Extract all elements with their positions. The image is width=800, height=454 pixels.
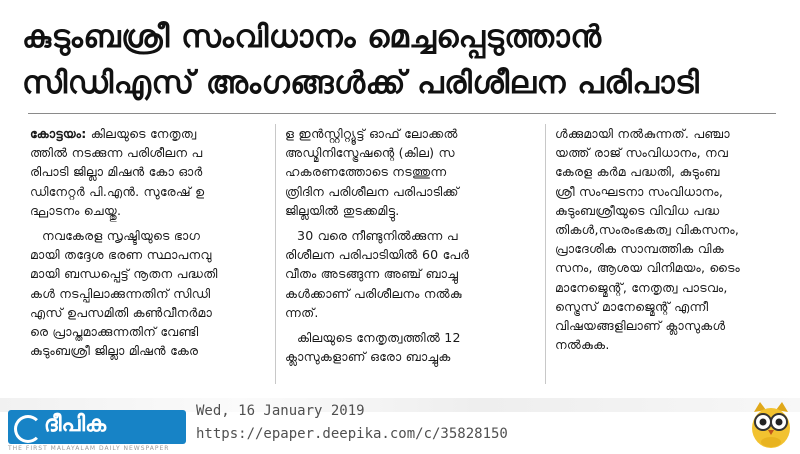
text-line: അഡ്മിനിസ്ട്രേഷന്റെ (കില) സ: [285, 145, 455, 161]
text-line: നവകേരള സൃഷ്ടിയുടെ ഭാഗ: [42, 228, 201, 244]
text-line: യത്ത് രാജ് സംവിധാനം, നവ: [555, 145, 729, 161]
text-line: ശ്രീ സംഘടനാ സംവിധാനം,: [555, 183, 724, 199]
text-line: ക്ലാസുകളാണ് ഒരോ ബാച്ചുക: [285, 349, 451, 365]
text-line: സ്ട്രെസ് മാനേജ്മെന്റ് എന്നീ: [555, 298, 709, 314]
owl-mascot-icon: [748, 398, 794, 450]
text-line: കിലയുടെ നേതൃത്വത്തിൽ 12: [297, 330, 461, 346]
text-line: 30 വരെ നീണ്ടുനിൽക്കുന്ന പ: [297, 228, 458, 244]
column1-first-text: കിലയുടെ നേതൃത്വ: [86, 126, 197, 141]
text-line: ന്നത്.: [285, 304, 319, 320]
text-line: ദ്ഘാടനം ചെയ്തു.: [30, 202, 122, 218]
headline-line-1: കുടുംബശ്രീ സംവിധാനം മെച്ചപ്പെടുത്താൻ: [22, 19, 602, 55]
text-line: പ്രാദേശിക സാമ്പത്തിക വിക: [555, 241, 724, 257]
column-separator: [275, 124, 276, 384]
text-line: ഡിനേറ്റർ പി.എൻ. സുരേഷ് ഉ: [30, 183, 205, 199]
article-column-3: [555, 124, 785, 360]
text-line: കേരള കർമ പദ്ധതി, കുടുംബ: [555, 164, 720, 180]
text-line: ള ഇൻസ്റ്റിറ്റ്യൂട്ട് ഓഫ് ലോക്കൽ: [285, 126, 458, 141]
text-line: വീതം അടങ്ങുന്ന അഞ്ച് ബാച്ചു: [285, 266, 459, 282]
text-line: കുടുംബശ്രീ ജില്ലാ മിഷൻ കേര: [30, 343, 199, 359]
text-line: രിശീലന പരിപാടിയിൽ 60 പേർ: [285, 247, 470, 263]
article-column-1: [30, 124, 268, 366]
text-line: ൾക്കുമായി നൽകുന്നത്. പഞ്ചാ: [555, 126, 730, 141]
logo-swirl-icon: [14, 415, 42, 443]
article-column-2: [285, 124, 535, 372]
headline-line-2: സിഡിഎസ് അംഗങ്ങൾക്ക് പരിശീലന പരിപാടി: [22, 65, 700, 101]
text-line: എസ് ഉപസമിതി കൺവീനർമാ: [30, 304, 213, 320]
text-line: ത്രിദിന പരിശീലന പരിപാടിക്ക്: [285, 183, 459, 199]
column1-paragraph-1: [30, 124, 268, 220]
deepika-logo[interactable]: [8, 410, 186, 444]
text-line: രെ പ്രാപ്തമാക്കുന്നതിന് വേണ്ടി: [30, 324, 199, 340]
column2-paragraph-1: [285, 124, 535, 220]
dateline: കോട്ടയം:: [30, 126, 87, 141]
column1-first-line: [30, 124, 268, 143]
text-line: സനം, ആശയ വിനിമയം, ടൈം: [555, 260, 741, 276]
logo-text: ദീപിക: [44, 412, 107, 437]
logo-tagline: THE FIRST MALAYALAM DAILY NEWSPAPER: [8, 445, 170, 452]
text-line: മായി തദ്ദേശ ഭരണ സ്ഥാപനവു: [30, 247, 212, 263]
column1-paragraph-2: [30, 226, 268, 360]
text-line: കൾക്കാണ് പരിശീലനം നൽകു: [285, 285, 462, 301]
epaper-link[interactable]: https://epaper.deepika.com/c/35828150: [196, 426, 508, 442]
column3-paragraph-1: [555, 124, 785, 354]
text-line: നൽകുക.: [555, 337, 610, 353]
publication-date: Wed, 16 January 2019: [196, 403, 365, 419]
text-line: ജില്ലയിൽ തുടക്കമിട്ടു.: [285, 202, 400, 218]
column2-paragraph-3: [285, 328, 535, 366]
column2-paragraph-2: [285, 226, 535, 322]
headline-divider: [28, 113, 776, 114]
text-line: മാനേജ്മെന്റ്, നേതൃത്വ പാടവം,: [555, 279, 728, 295]
text-line: കുടുംബശ്രീയുടെ വിവിധ പദ്ധ: [555, 202, 720, 218]
text-line: വിഷയങ്ങളിലാണ് ക്ലാസുകൾ: [555, 318, 726, 334]
text-line: മായി ബന്ധപ്പെട്ട് നൂതന പദ്ധതി: [30, 266, 218, 282]
column-separator: [545, 124, 546, 384]
article-headline: [22, 14, 782, 106]
text-line: കൾ നടപ്പിലാക്കുന്നതിന് സിഡി: [30, 285, 211, 301]
text-line: ഹകരണത്തോടെ നടത്തുന്ന: [285, 164, 447, 180]
text-line: ത്തിൽ നടക്കുന്ന പരിശീലന പ: [30, 145, 203, 161]
text-line: തികൾ,സംരംഭകത്വ വികസനം,: [555, 222, 740, 238]
text-line: രിപാടി ജില്ലാ മിഷൻ കോ ഓർ: [30, 164, 203, 180]
